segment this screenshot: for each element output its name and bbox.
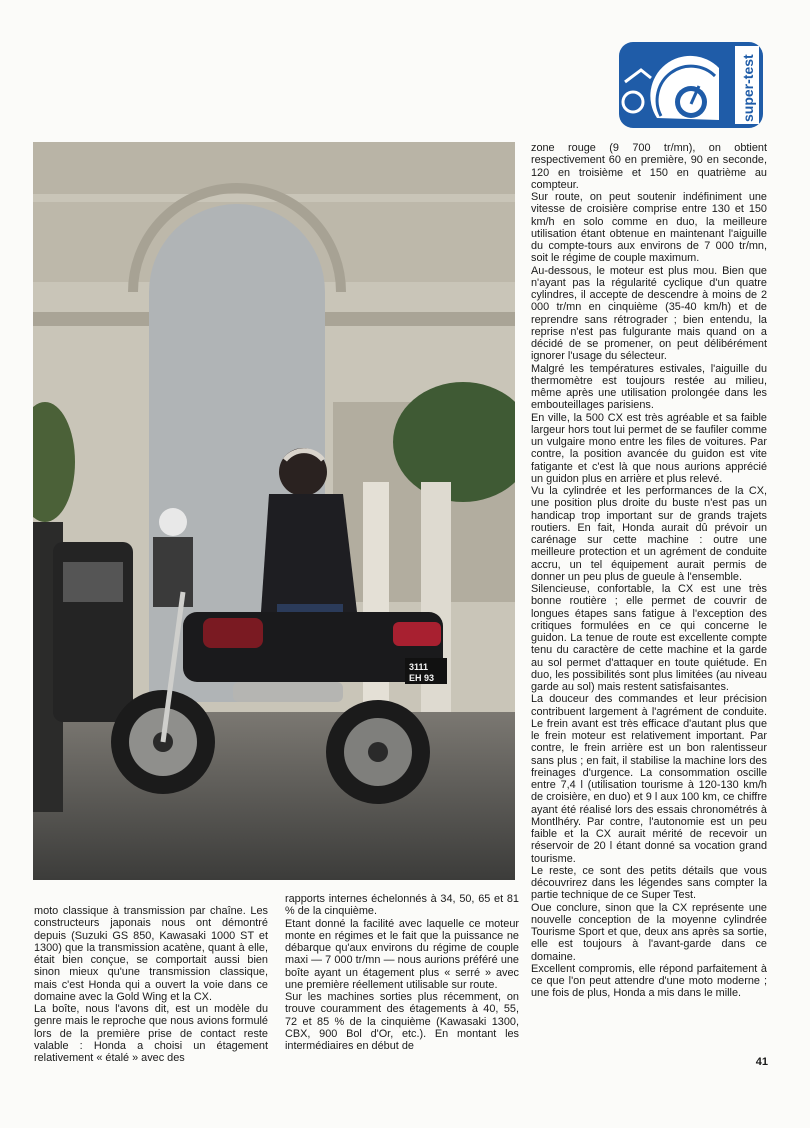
motorcycle-photo [33, 142, 515, 880]
arc-de-triomphe-scene [33, 142, 515, 880]
super-test-logo [619, 42, 763, 128]
speedometer-icon [619, 42, 763, 128]
paragraph: Le reste, ce sont des petits détails que vous découvrirez dans les légendes sans compter la partie technique de ce Super Test. [531, 864, 767, 902]
text-column-right [531, 142, 767, 1000]
paragraph: Etant donné la facilité avec laquelle ce moteur monte en régimes et le fait que la puissance ne débarque qu'aux environs du régime de couple maxi — 7 000 tr/mn — nous aurions préféré une boîte ayant un étagement plus « serré » avec une première réellement utilisable sur route. [285, 917, 519, 991]
logo-text: super-test [740, 54, 756, 122]
paragraph: La boîte, nous l'avons dit, est un modèle du genre mais le reproche que nous avions formulé lors de la première prise de contact reste valable : Honda a choisi un étagement relativement « étalé » avec des [34, 1003, 268, 1064]
paragraph: Silencieuse, confortable, la CX est une très bonne routière ; elle permet de couvrir de longues étapes sans fatigue à l'exception des critiques formulées en ce qui concerne le guidon. La tenue de route est excellente compte tenu du caractère de cette machine et la garde au sol permet d'attaquer en toute quiétude. En duo, les possibilités sont plus limitées (au niveau garde au sol) mais restent satisfaisantes. [531, 583, 767, 693]
paragraph: En ville, la 500 CX est très agréable et sa faible largeur hors tout lui permet de se faufiler comme un vulgaire mono entre les files de voitures. Par contre, la position avancée du guidon est vite fatigante et c'est là que nous aurions apprécié un guidon plus en arrière et plus relevé. [531, 411, 767, 485]
paragraph: La douceur des commandes et leur précision contribuent largement à l'agrément de conduite. Le frein avant est très efficace d'autant plus que le frein moteur est relativement important. Par contre, le frein arrière est un bon ralentisseur sans plus ; en fait, il stabilise la machine lors des freinages d'urgence. La consommation oscille entre 7,4 l (utilisation tourisme à 120-130 km/h de croisière, en duo) et 9 l aux 100 km, ce chiffre ayant été réalisé lors des essais chronométrés à Montlhéry. Par contre, l'autonomie est un peu faible et la CX aurait mérité de recevoir un réservoir de 20 l étant donné sa vocation grand tourisme. [531, 693, 767, 865]
paragraph: Oue conclure, sinon que la CX représente une nouvelle conception de la moyenne cylindrée Tourisme Sport et que, deux ans après sa sortie, elle est toujours à l'avant-garde dans ce domaine. [531, 901, 767, 963]
paragraph: zone rouge (9 700 tr/mn), on obtient respectivement 60 en première, 90 en seconde, 120 en troisième et 150 en quatrième au compteur. [531, 142, 767, 191]
paragraph: Sur les machines sorties plus récemment, on trouve couramment des étagements à 40, 55, 72 et 85 % de la cinquième (Kawasaki 1300, CBX, 900 Bol d'Or, etc.). En montant les intermédiaires en début de [285, 991, 519, 1052]
license-plate-line2: EH 93 [409, 673, 435, 683]
paragraph: rapports internes échelonnés à 34, 50, 65 et 81 % de la cinquième. [285, 893, 519, 918]
text-column-left [34, 905, 268, 1064]
paragraph: Excellent compromis, elle répond parfaitement à ce que l'on peut attendre d'une moto moderne ; une fois de plus, Honda a mis dans le mille. [531, 962, 767, 1000]
paragraph: Vu la cylindrée et les performances de la CX, une position plus droite du buste n'est pas un handicap trop important sur de grands trajets routiers. En fait, Honda aurait dû prévoir un carénage sur cette machine : outre une meilleure protection et un agrément de conduite accru, un tel équipement aurait permis de donner un peu plus de gueule à l'ensemble. [531, 485, 767, 583]
paragraph: moto classique à transmission par chaîne. Les constructeurs japonais nous ont démontré depuis (Suzuki GS 850, Kawasaki 1000 ST et 1300) que la transmission acatène, quant à elle, était bien conçue, se comportait aussi bien sinon mieux qu'une transmission classique, mais c'est Honda qui a ouvert la voie dans ce domaine avec la Gold Wing et la CX. [34, 905, 268, 1003]
page-number: 41 [755, 1056, 768, 1068]
paragraph: Sur route, on peut soutenir indéfiniment une vitesse de croisière comprise entre 130 et 150 km/h en solo comme en duo, la meilleure utilisation étant obtenue en maintenant l'aiguille du compte-tours aux environs de 7 000 tr/mn, soit le régime de couple maximum. [531, 191, 767, 265]
paragraph: Malgré les températures estivales, l'aiguille du thermomètre est toujours restée au milieu, même après une utilisation prolongée dans les embouteillages parisiens. [531, 362, 767, 412]
license-plate-line1: 3111 [409, 662, 429, 672]
text-column-middle [285, 893, 519, 1052]
paragraph: Au-dessous, le moteur est plus mou. Bien que n'ayant pas la régularité cyclique d'un quatre cylindres, il accepte de descendre à moins de 2 000 tr/mn en cinquième (35-40 km/h) et de reprendre sans rétrograder ; bien entendu, la reprise n'est pas fulgurante mais quand on a décidé de se promener, on peut délibérément ignorer l'usage du sélecteur. [531, 264, 767, 363]
